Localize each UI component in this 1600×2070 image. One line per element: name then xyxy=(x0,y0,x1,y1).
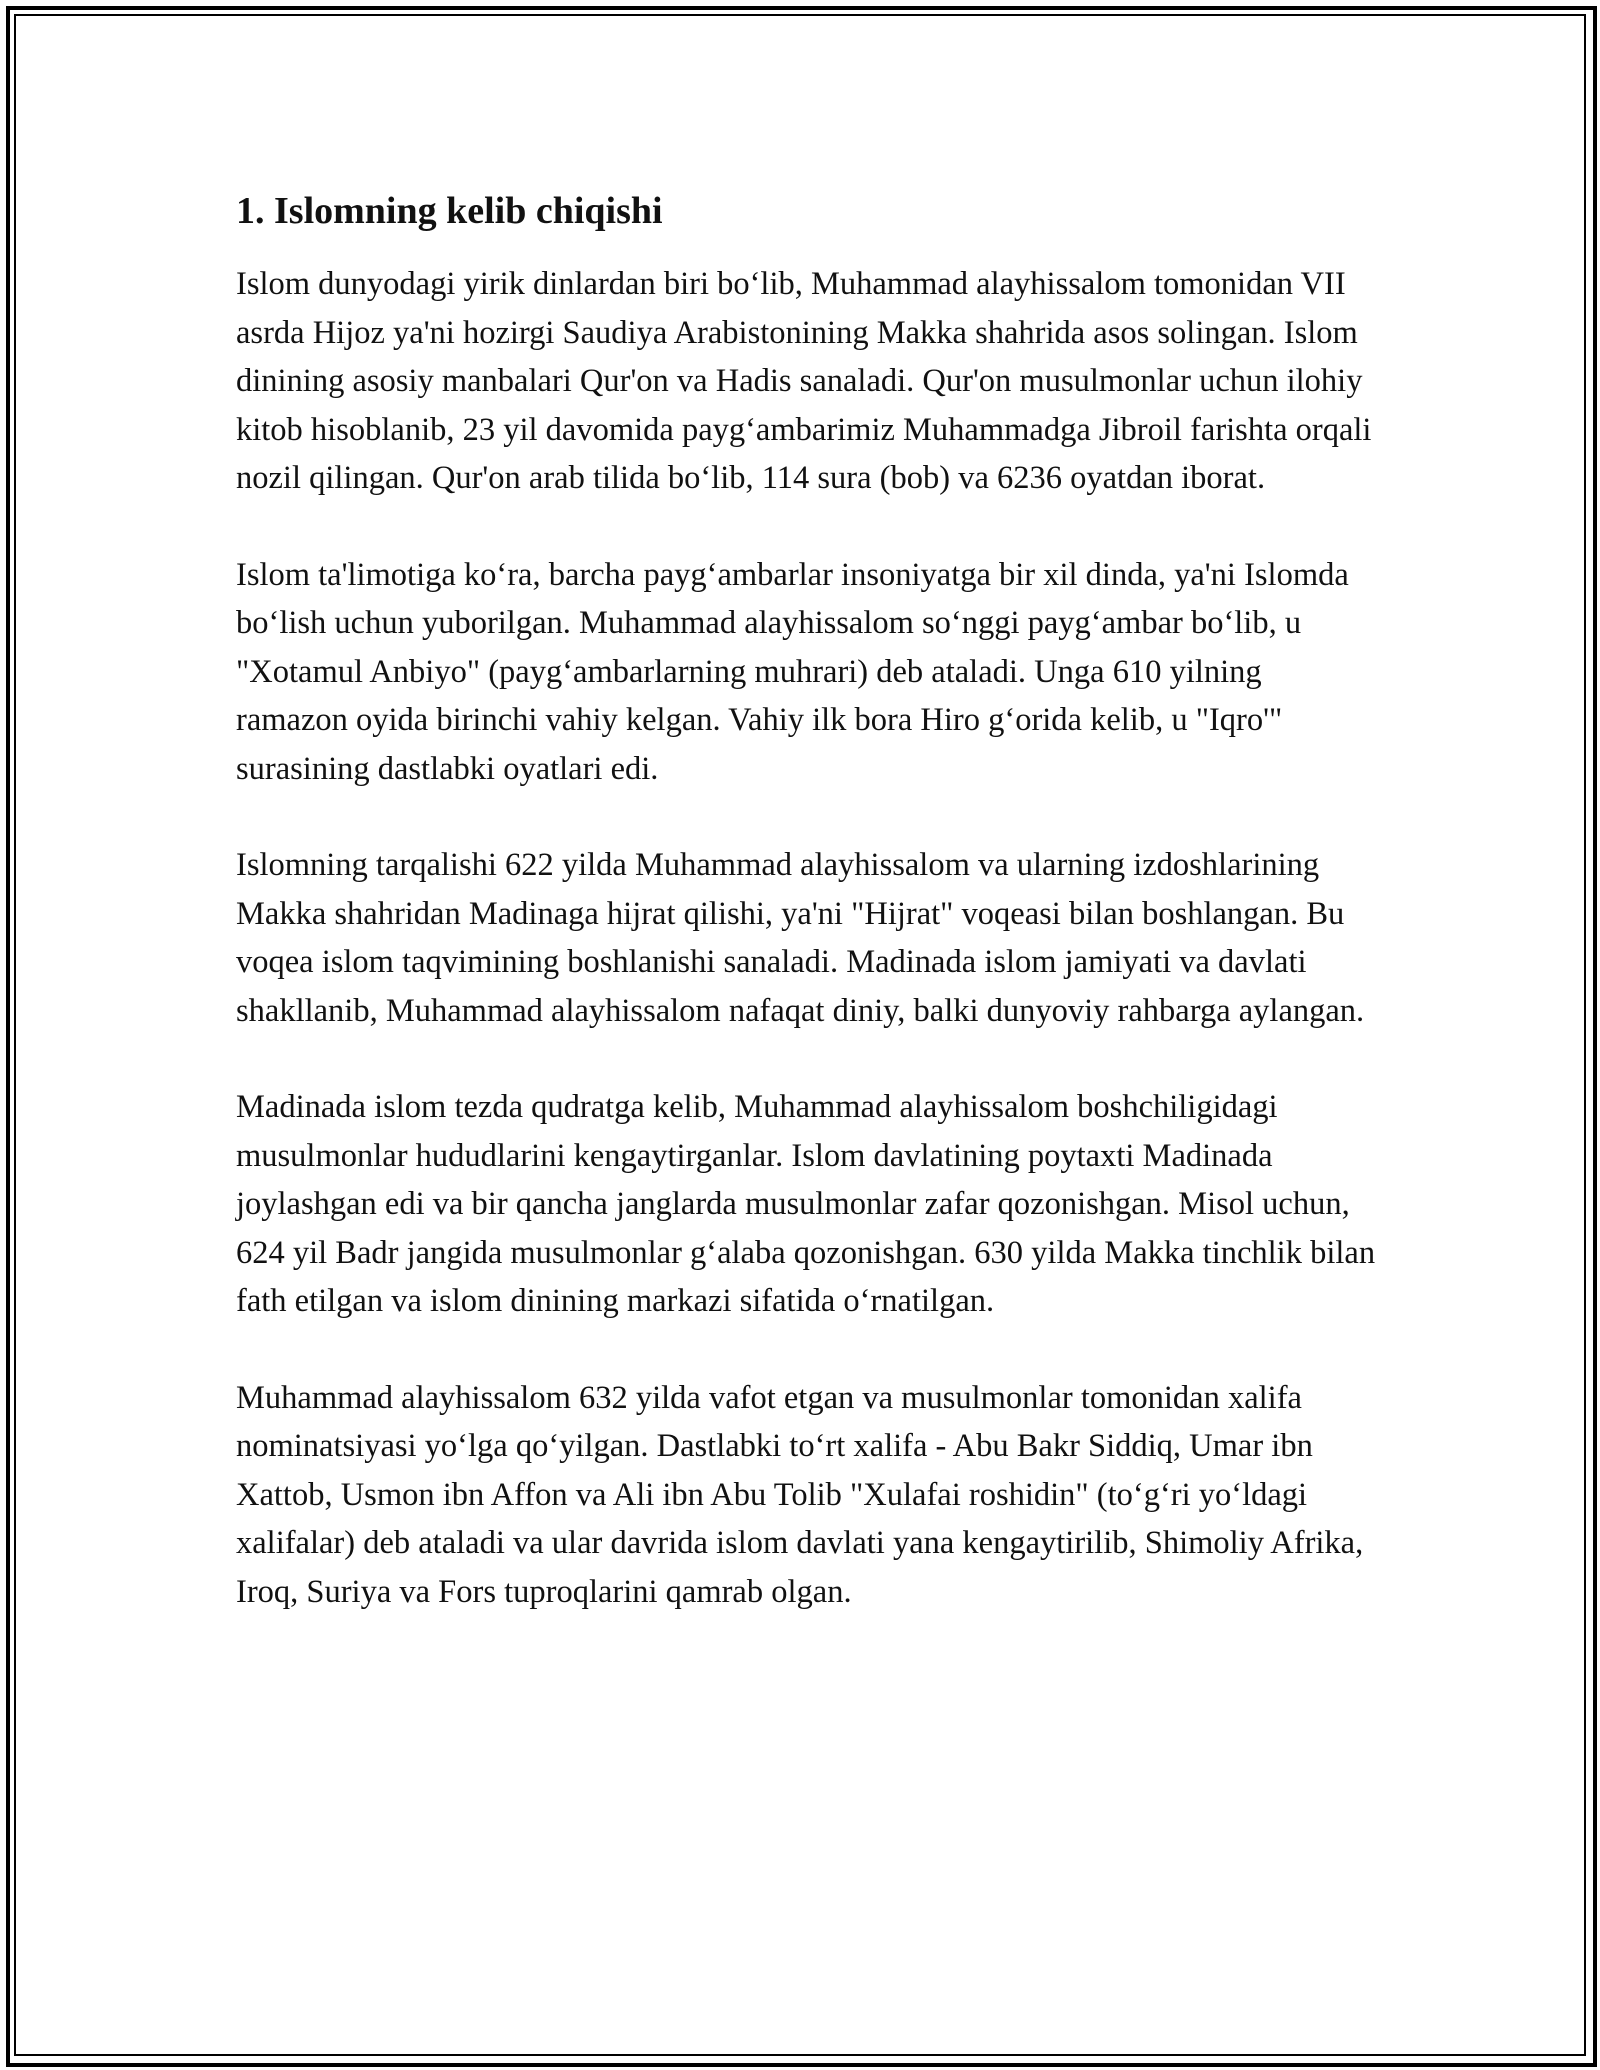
paragraph-3: Islomning tarqalishi 622 yilda Muhammad alayhissalom va ularning izdoshlarining Makka shahridan Madinaga hijrat qilishi, ya'ni "Hijrat" voqeasi bilan boshlangan. Bu voqea islom taqvimining boshlanishi sanaladi. Madinada islom jamiyati va davlati shakllanib, Muhammad alayhissalom nafaqat diniy, balki dunyoviy rahbarga aylangan. xyxy=(236,847,1365,1029)
paragraph-5: Muhammad alayhissalom 632 yilda vafot etgan va musulmonlar tomonidan xalifa nominatsiyasi yo‘lga qo‘yilgan. Dastlabki to‘rt xalifa - Abu Bakr Siddiq, Umar ibn Xattob, Usmon ibn Affon va Ali ibn Abu Tolib "Xulafai roshidin" (to‘g‘ri yo‘ldagi xalifalar) deb ataladi va ular davrida islom davlati yana kengaytirilib, Shimoliy Afrika, Iroq, Suriya va Fors tuproqlarini qamrab olgan. xyxy=(236,1379,1364,1610)
paragraph-2: Islom ta'limotiga ko‘ra, barcha payg‘ambarlar insoniyatga bir xil dinda, ya'ni Islomda bo‘lish uchun yuborilgan. Muhammad alayhissalom so‘nggi payg‘ambar bo‘lib, u "Xotamul Anbiyo" (payg‘ambarlarning muhrari) deb ataladi. Unga 610 yilning ramazon oyida birinchi vahiy kelgan. Vahiy ilk bora Hiro g‘orida kelib, u "Iqro'" surasining dastlabki oyatlari edi. xyxy=(236,556,1349,787)
section-heading: 1. Islomning kelib chiqishi xyxy=(236,190,663,232)
document-body xyxy=(236,186,1376,1664)
paragraph-1: Islom dunyodagi yirik dinlardan biri bo‘lib, Muhammad alayhissalom tomonidan VII asrda Hijoz ya'ni hozirgi Saudiya Arabistonining Makka shahrida asos solingan. Islom dinining asosiy manbalari Qur'on va Hadis sanaladi. Qur'on musulmonlar uchun ilohiy kitob hisoblanib, 23 yil davomida payg‘ambarimiz Muhammadga Jibroil farishta orqali nozil qilingan. Qur'on arab tilida bo‘lib, 114 sura (bob) va 6236 oyatdan iborat. xyxy=(236,266,1372,496)
paragraph-4: Madinada islom tezda qudratga kelib, Muhammad alayhissalom boshchiligidagi musulmonlar hududlarini kengaytirganlar. Islom davlatining poytaxti Madinada joylashgan edi va bir qancha janglarda musulmonlar zafar qozonishgan. Misol uchun, 624 yil Badr jangida musulmonlar g‘alaba qozonishgan. 630 yilda Makka tinchlik bilan fath etilgan va islom dinining markazi sifatida o‘rnatilgan. xyxy=(236,1089,1376,1319)
